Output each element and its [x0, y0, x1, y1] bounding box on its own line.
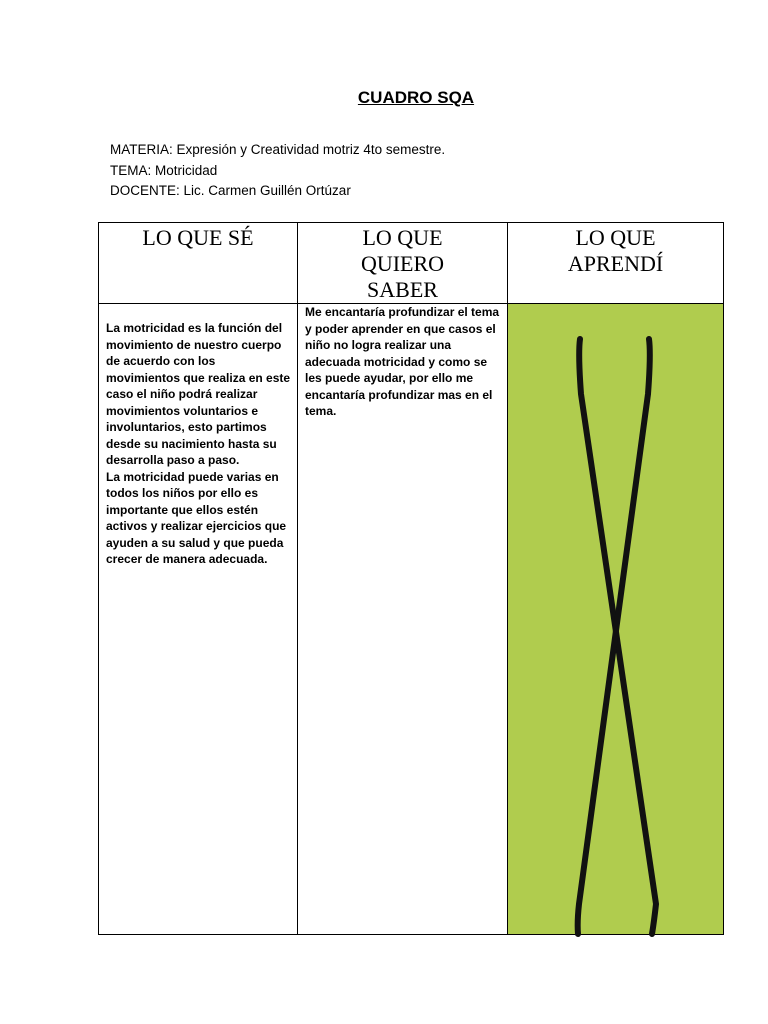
text-lo-que-se: La motricidad es la función del movimiento de nuestro cuerpo de acuerdo con los movimientos que realiza en este caso el niño podrá realizar movimientos voluntarios e involuntarios, esto partimos desde su nacimiento hasta su desarrolla paso a paso. La motricidad puede varias en todos los niños por ello es importante que ellos estén activos y realizar ejercicios que ayuden a su salud y que pueda crecer de manera adecuada.: [106, 321, 291, 566]
meta-materia: MATERIA: Expresión y Creatividad motriz 4to semestre.: [110, 142, 446, 157]
meta-docente: DOCENTE: Lic. Carmen Guillén Ortúzar: [110, 183, 351, 198]
cell-lo-que-quiero-saber: [298, 304, 508, 935]
cell-lo-que-se: [99, 304, 298, 935]
sqa-table: [98, 222, 724, 935]
document-title: CUADRO SQA: [357, 88, 475, 107]
header-lo-que-se: LO QUE SÉ: [99, 223, 298, 304]
header-row: [99, 223, 724, 304]
meta-tema: TEMA: Motricidad: [110, 163, 218, 178]
cross-drawing: [508, 304, 724, 959]
header-lo-que-aprendi: LO QUE APRENDÍ: [508, 223, 724, 304]
text-lo-que-quiero-saber: Me encantaría profundizar el tema y poder aprender en que casos el niño no logra realizar una adecuada motricidad y como se les puede ayudar, por ello me encantaría profundizar mas en el tema.: [305, 305, 500, 418]
cell-lo-que-aprendi: [508, 304, 724, 935]
header-lo-que-quiero-saber: LO QUE QUIERO SABER: [298, 223, 508, 304]
content-row: [99, 304, 724, 935]
